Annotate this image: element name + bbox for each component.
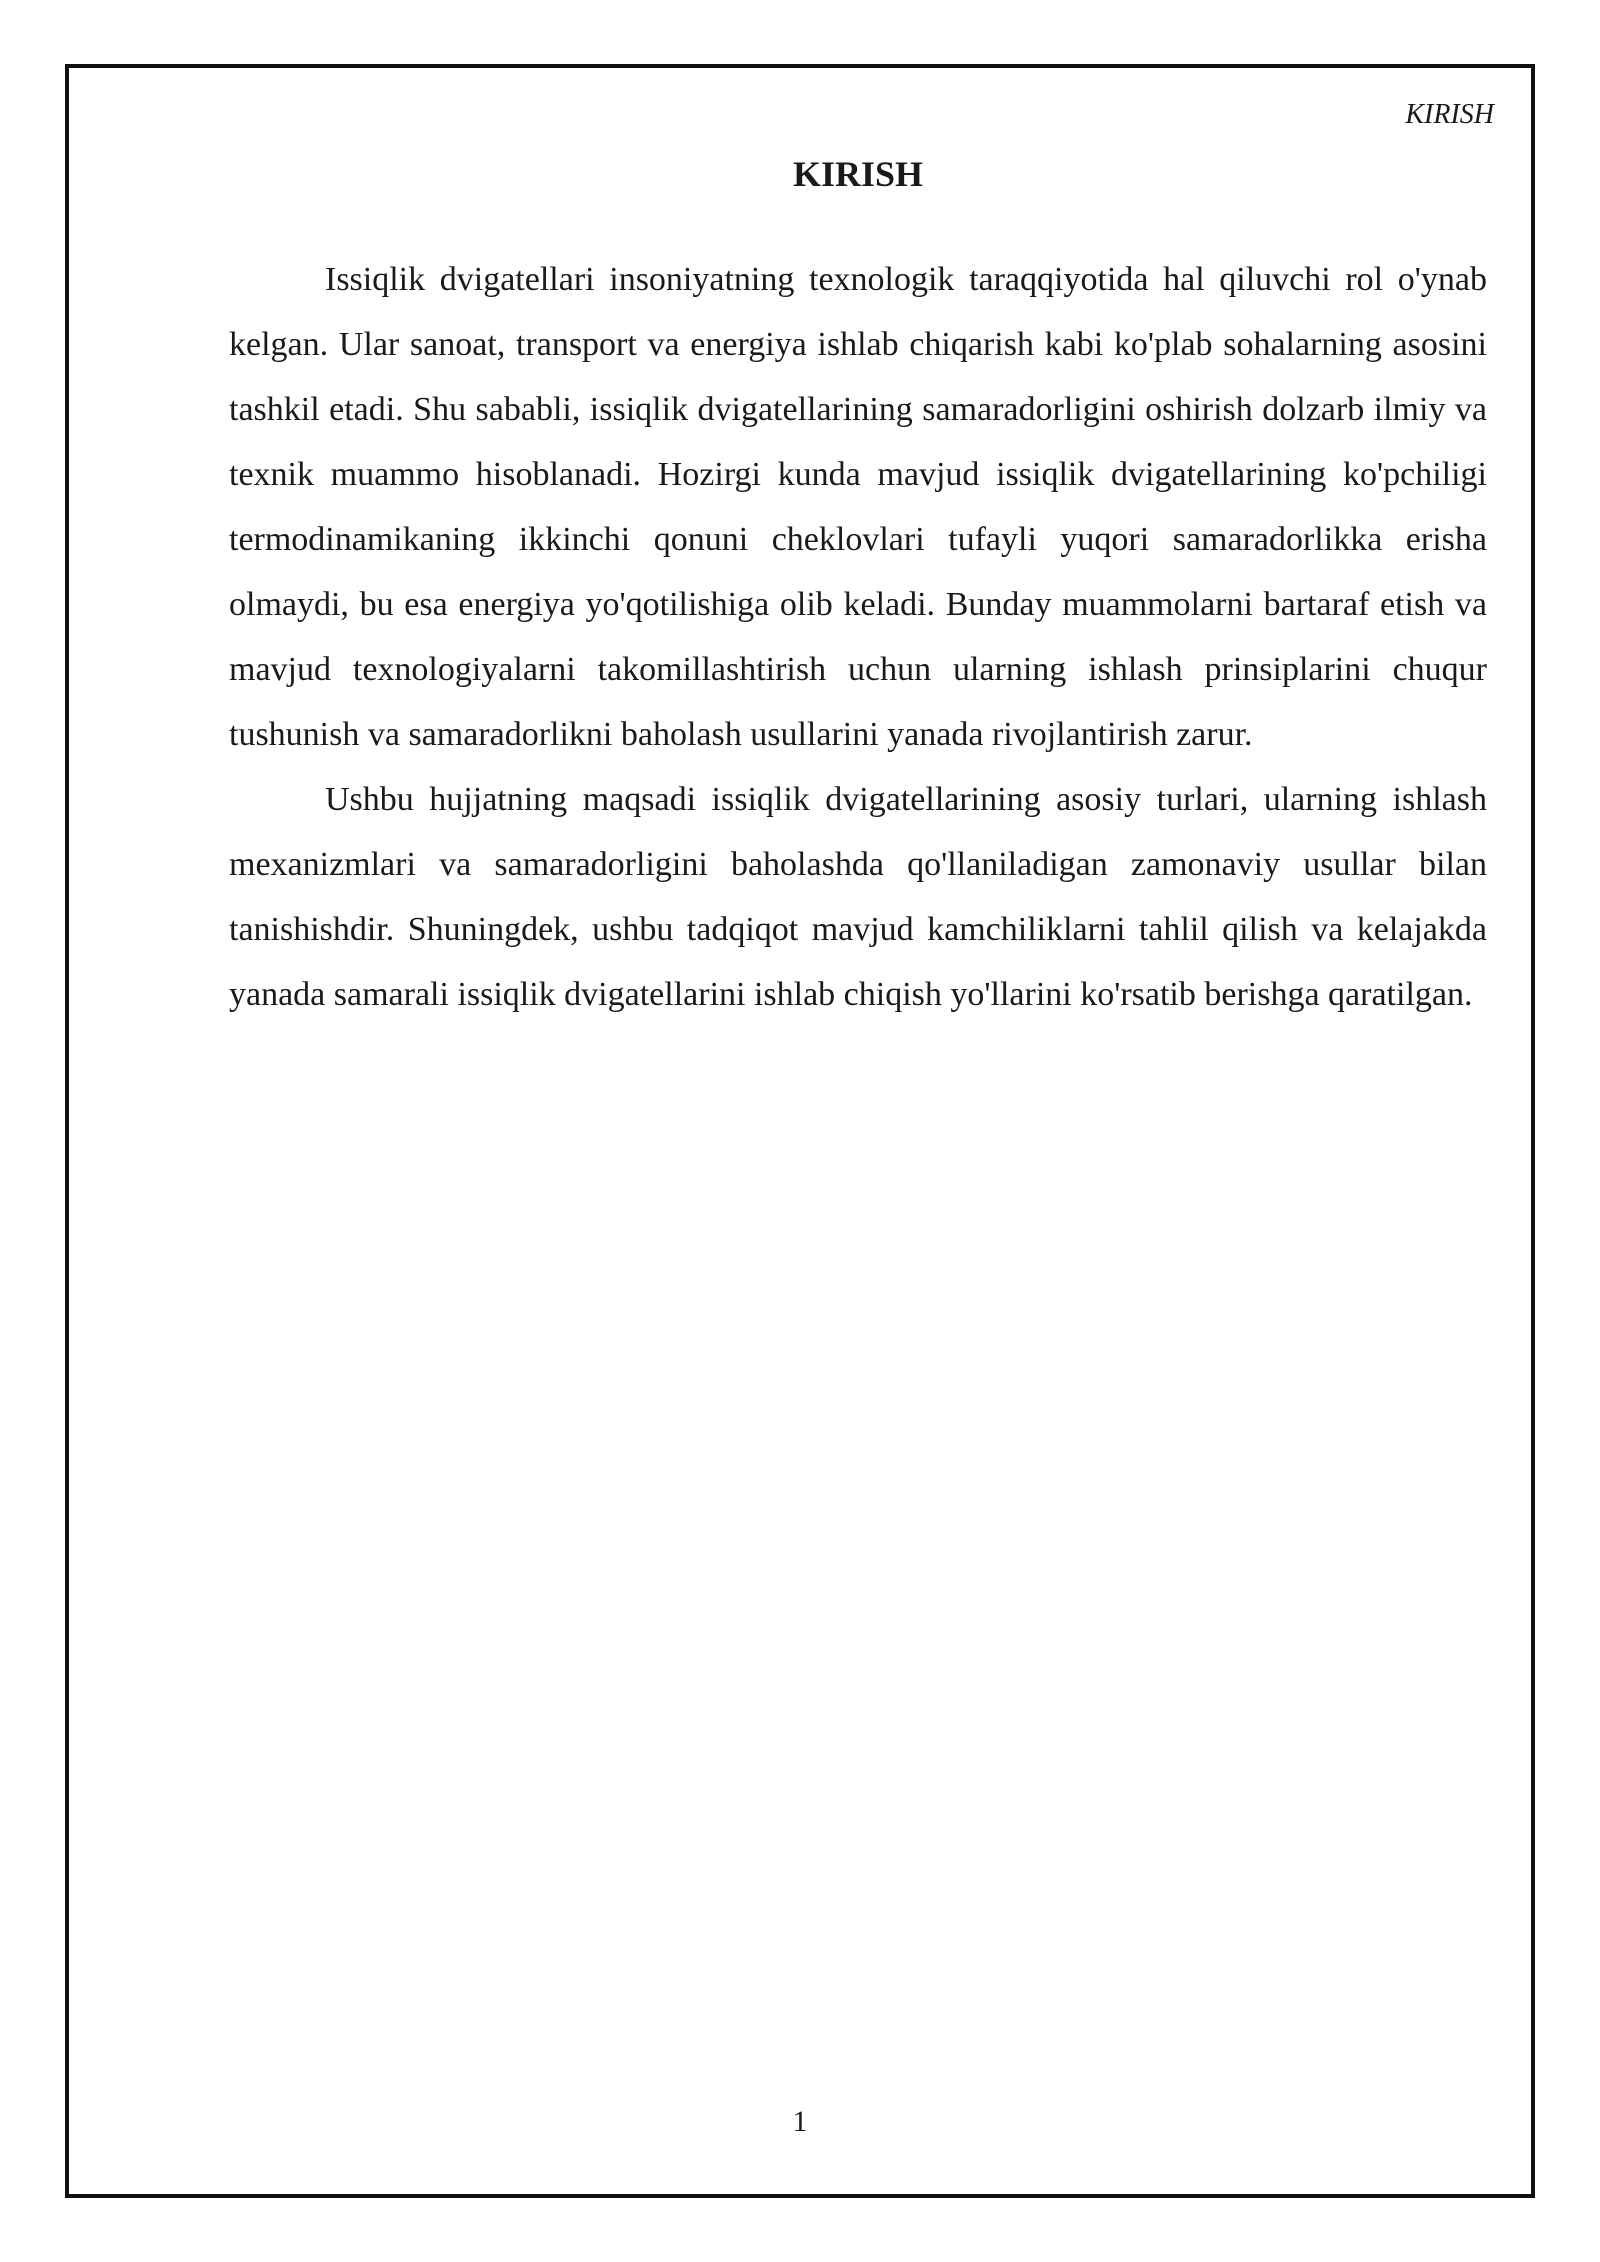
paragraph-intro: Issiqlik dvigatellari insoniyatning texnologik taraqqiyotida hal qiluvchi rol o'ynab kelgan. Ular sanoat, transport va energiya ishlab chiqarish kabi ko'plab sohalarning asosini tashkil etadi. Shu sababli, issiqlik dvigatellarining samaradorligini oshirish dolzarb ilmiy va texnik muammo hisoblanadi. Hozirgi kunda mavjud issiqlik dvigatellarining ko'pchiligi termodinamikaning ikkinchi qonuni cheklovlari tufayli yuqori samaradorlikka erisha olmaydi, bu esa energiya yo'qotilishiga olib keladi. Bunday muammolarni bartaraf etish va mavjud texnologiyalarni takomillashtirish uchun ularning ishlash prinsiplarini chuqur tushunish va samaradorlikni baholash usullarini yanada rivojlantirish zarur. — [229, 261, 1487, 753]
page-title: KIRISH — [792, 154, 924, 194]
page-number: 1 — [792, 2105, 808, 2138]
body-text — [229, 247, 1487, 1027]
paragraph-purpose: Ushbu hujjatning maqsadi issiqlik dvigatellarining asosiy turlari, ularning ishlash mexanizmlari va samaradorligini baholashda qo'llaniladigan zamonaviy usullar bilan tanishishdir. Shuningdek, ushbu tadqiqot mavjud kamchiliklarni tahlil qilish va kelajakda yanada samarali issiqlik dvigatellarini ishlab chiqish yo'llarini ko'rsatib berishga qaratilgan. — [229, 781, 1487, 1013]
running-header: KIRISH — [1405, 99, 1494, 130]
